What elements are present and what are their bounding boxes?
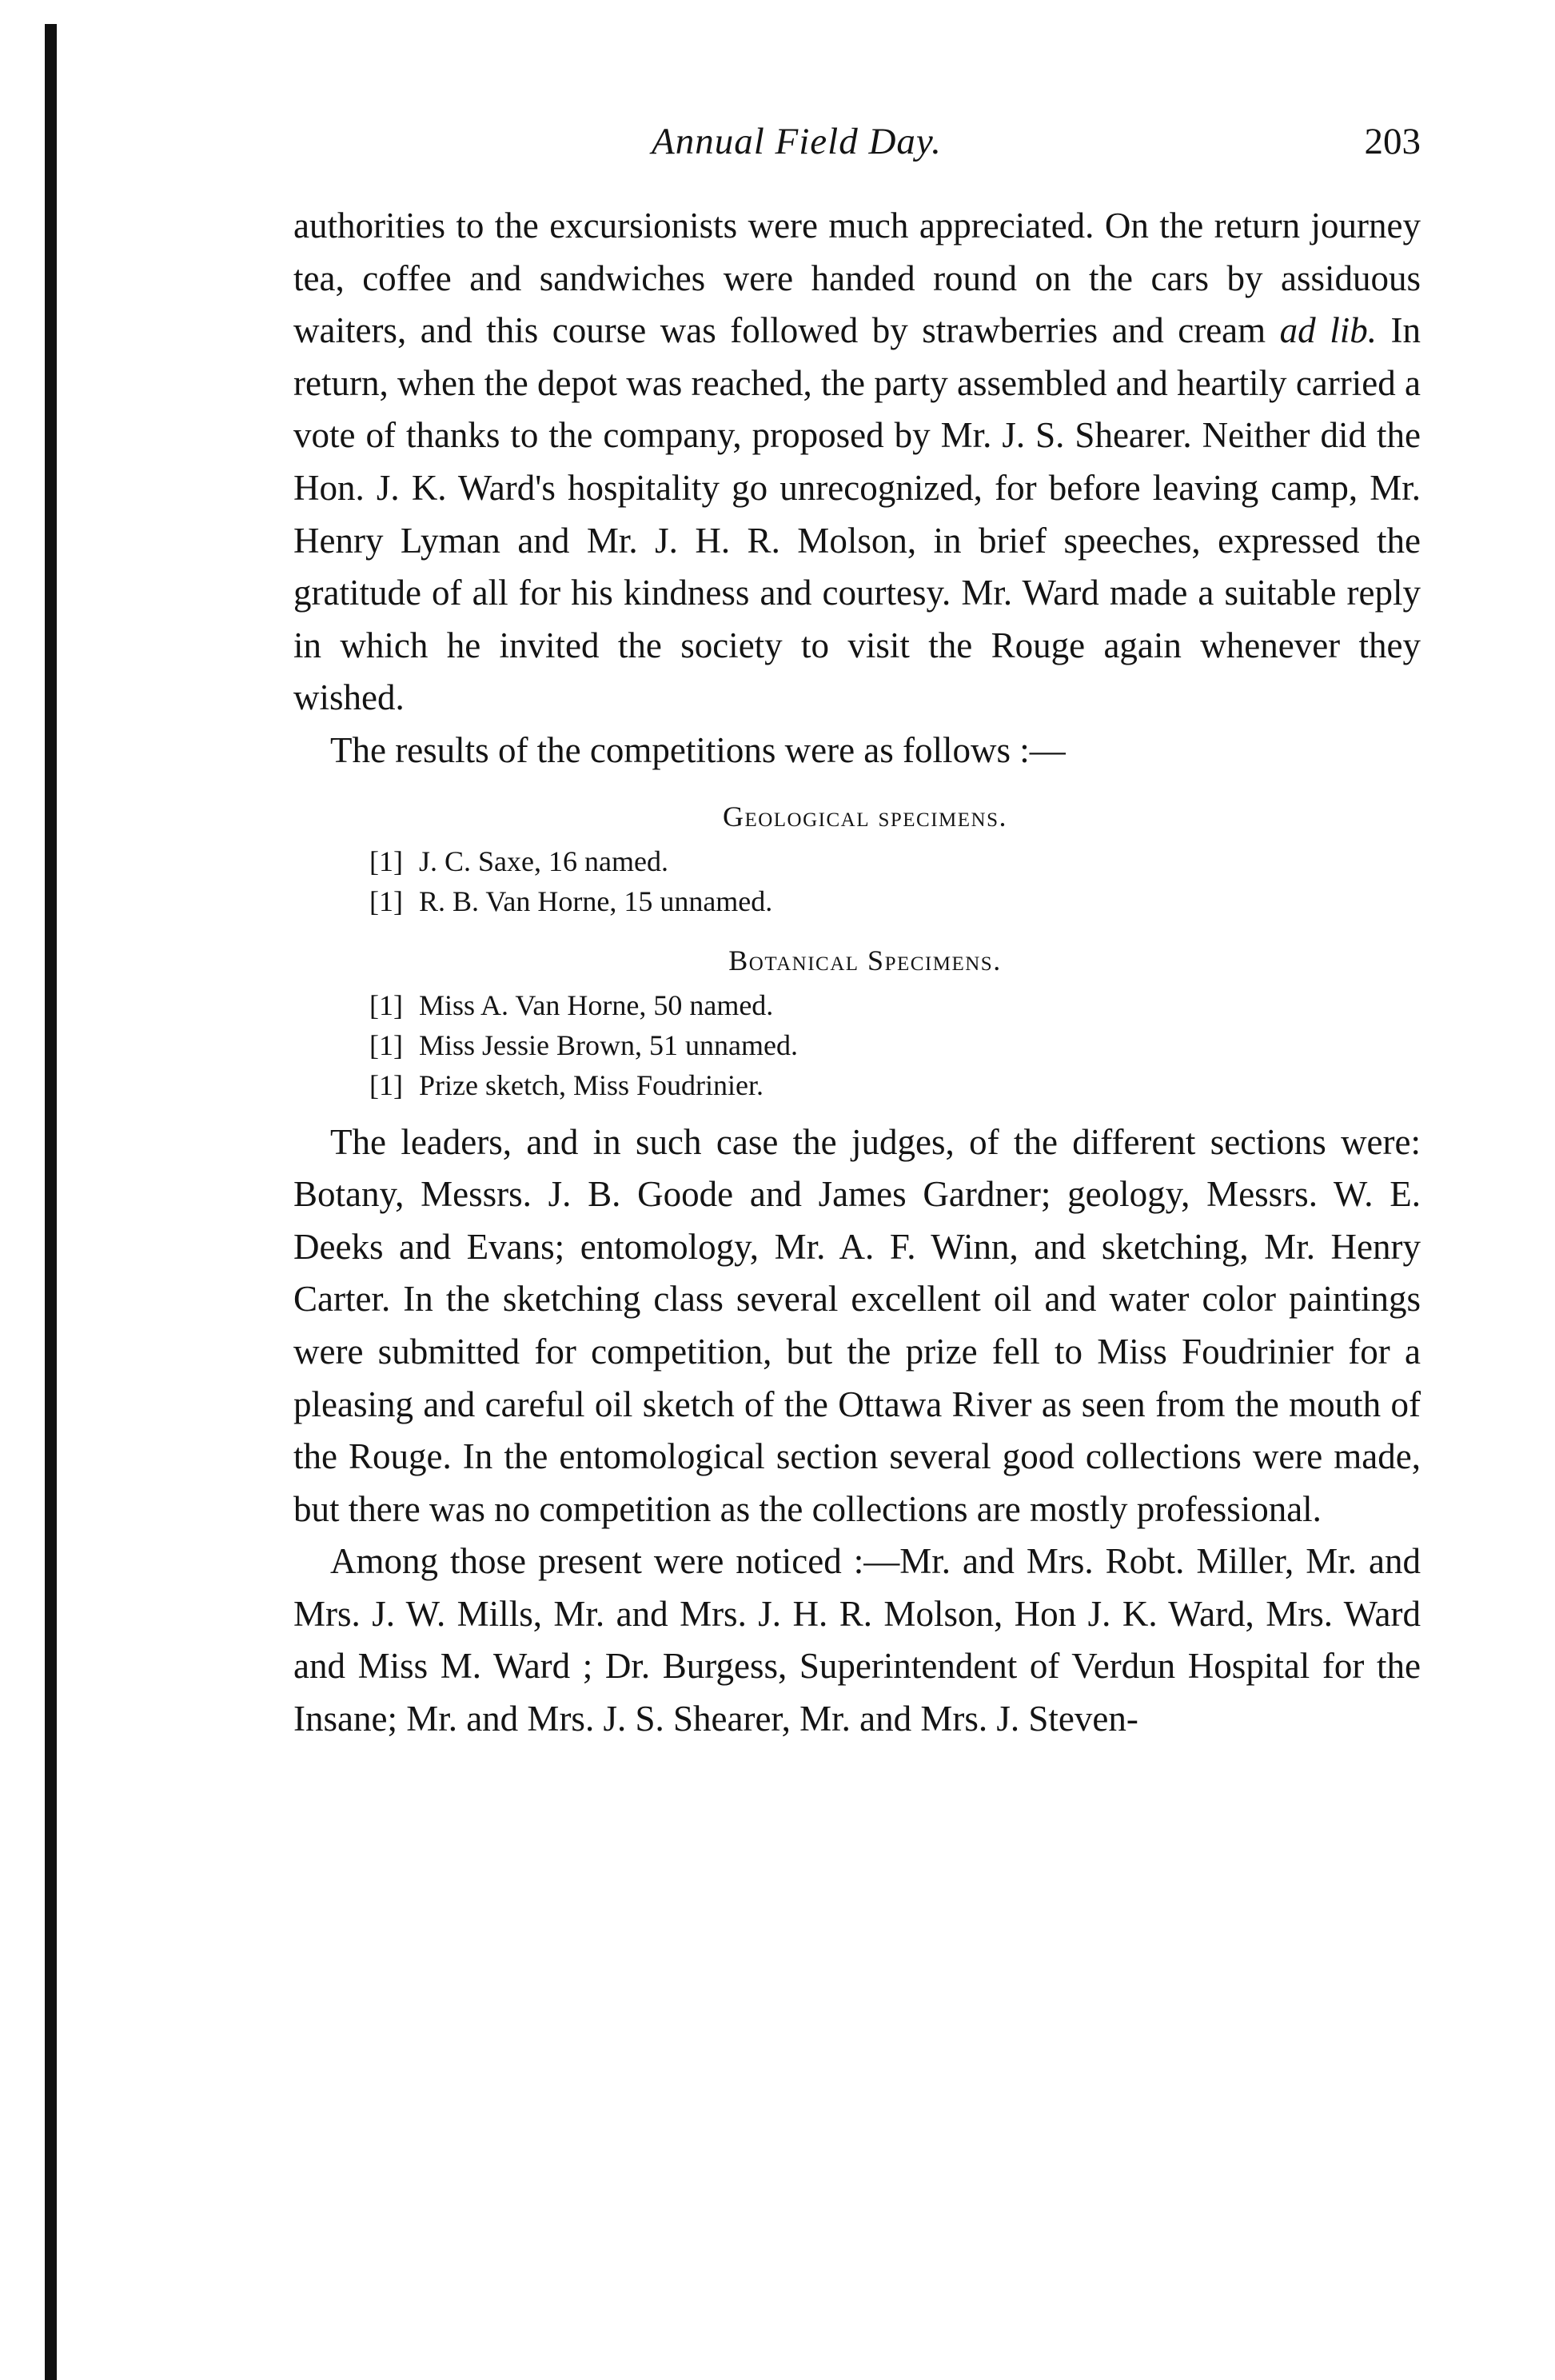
geological-list	[293, 841, 1421, 921]
running-head	[293, 120, 1421, 200]
list-item-text: Miss A. Van Horne, 50 named.	[419, 988, 774, 1021]
list-item-number: [1]	[369, 1068, 403, 1101]
running-title: Annual Field Day.	[652, 121, 942, 162]
list-item	[369, 881, 1421, 921]
list-item	[369, 1025, 1421, 1065]
list-item-number: [1]	[369, 988, 403, 1021]
spacer	[293, 1105, 1421, 1116]
book-page	[293, 120, 1421, 1746]
geological-heading: Geological specimens.	[722, 800, 1008, 833]
list-item-number: [1]	[369, 1028, 403, 1061]
list-item-number: [1]	[369, 845, 403, 877]
page-number: 203	[1364, 121, 1421, 162]
paragraph-3: The leaders, and in such case the judges, of the different sections were: Botany, Messrs. J. B. Goode and James Gardner; geology, Messrs. W. E. Deeks and Evans; entomology, Mr. A. F. Winn, and sketching, Mr. Henry Carter. In the sketching class several excellent oil and water color paintings were submitted for competition, but the prize fell to Miss Foudrinier for a pleasing and careful oil sketch of the Ottawa River as seen from the mouth of the Rouge. In the entomological section several good collections were made, but there was no competition as the collections are mostly professional.	[293, 1121, 1421, 1529]
paragraph-4: Among those present were noticed :—Mr. and Mrs. Robt. Miller, Mr. and Mrs. J. W. Mills, Mr. and Mrs. J. H. R. Molson, Hon J. K. Ward, Mrs. Ward and Miss M. Ward ; Dr. Burgess, Superintendent of Verdun Hospital for the Insane; Mr. and Mrs. J. S. Shearer, Mr. and Mrs. J. Steven-	[293, 1541, 1421, 1739]
paragraph-2: The results of the competitions were as follows :—	[330, 729, 1066, 770]
paragraph-1-text-b: In return, when the depot was reached, the party assembled and heartily carried a vote of thanks to the company, proposed by Mr. J. S. Shearer. Neither did the Hon. J. K. Ward's hospitality go unrecognized, for before leaving camp, Mr. Henry Lyman and Mr. J. H. R. Molson, in brief speeches, expressed the gratitude of all for his kindness and courtesy. Mr. Ward made a suitable reply in which he invited the society to visit the Rouge again whenever they wished.	[293, 310, 1421, 718]
list-item-text: J. C. Saxe, 16 named.	[419, 845, 668, 877]
list-item-text: Prize sketch, Miss Foudrinier.	[419, 1068, 764, 1101]
list-item-text: R. B. Van Horne, 15 unnamed.	[419, 885, 773, 917]
list-item	[369, 1065, 1421, 1105]
page-binding-edge	[45, 24, 57, 2380]
paragraph-1	[293, 200, 1421, 725]
list-item	[369, 985, 1421, 1025]
list-item-number: [1]	[369, 885, 403, 917]
list-item	[369, 841, 1421, 881]
paragraph-1-text-a: authorities to the excursionists were much appreciated. On the return journey tea, coffee and sandwiches were handed round on the cars by assiduous waiters, and this course was followed by strawberries and cream	[293, 206, 1421, 351]
list-item-text: Miss Jessie Brown, 51 unnamed.	[419, 1028, 798, 1061]
botanical-list	[293, 985, 1421, 1105]
paragraph-1-italic: ad lib.	[1279, 310, 1377, 351]
botanical-heading: Botanical Specimens.	[728, 944, 1002, 976]
